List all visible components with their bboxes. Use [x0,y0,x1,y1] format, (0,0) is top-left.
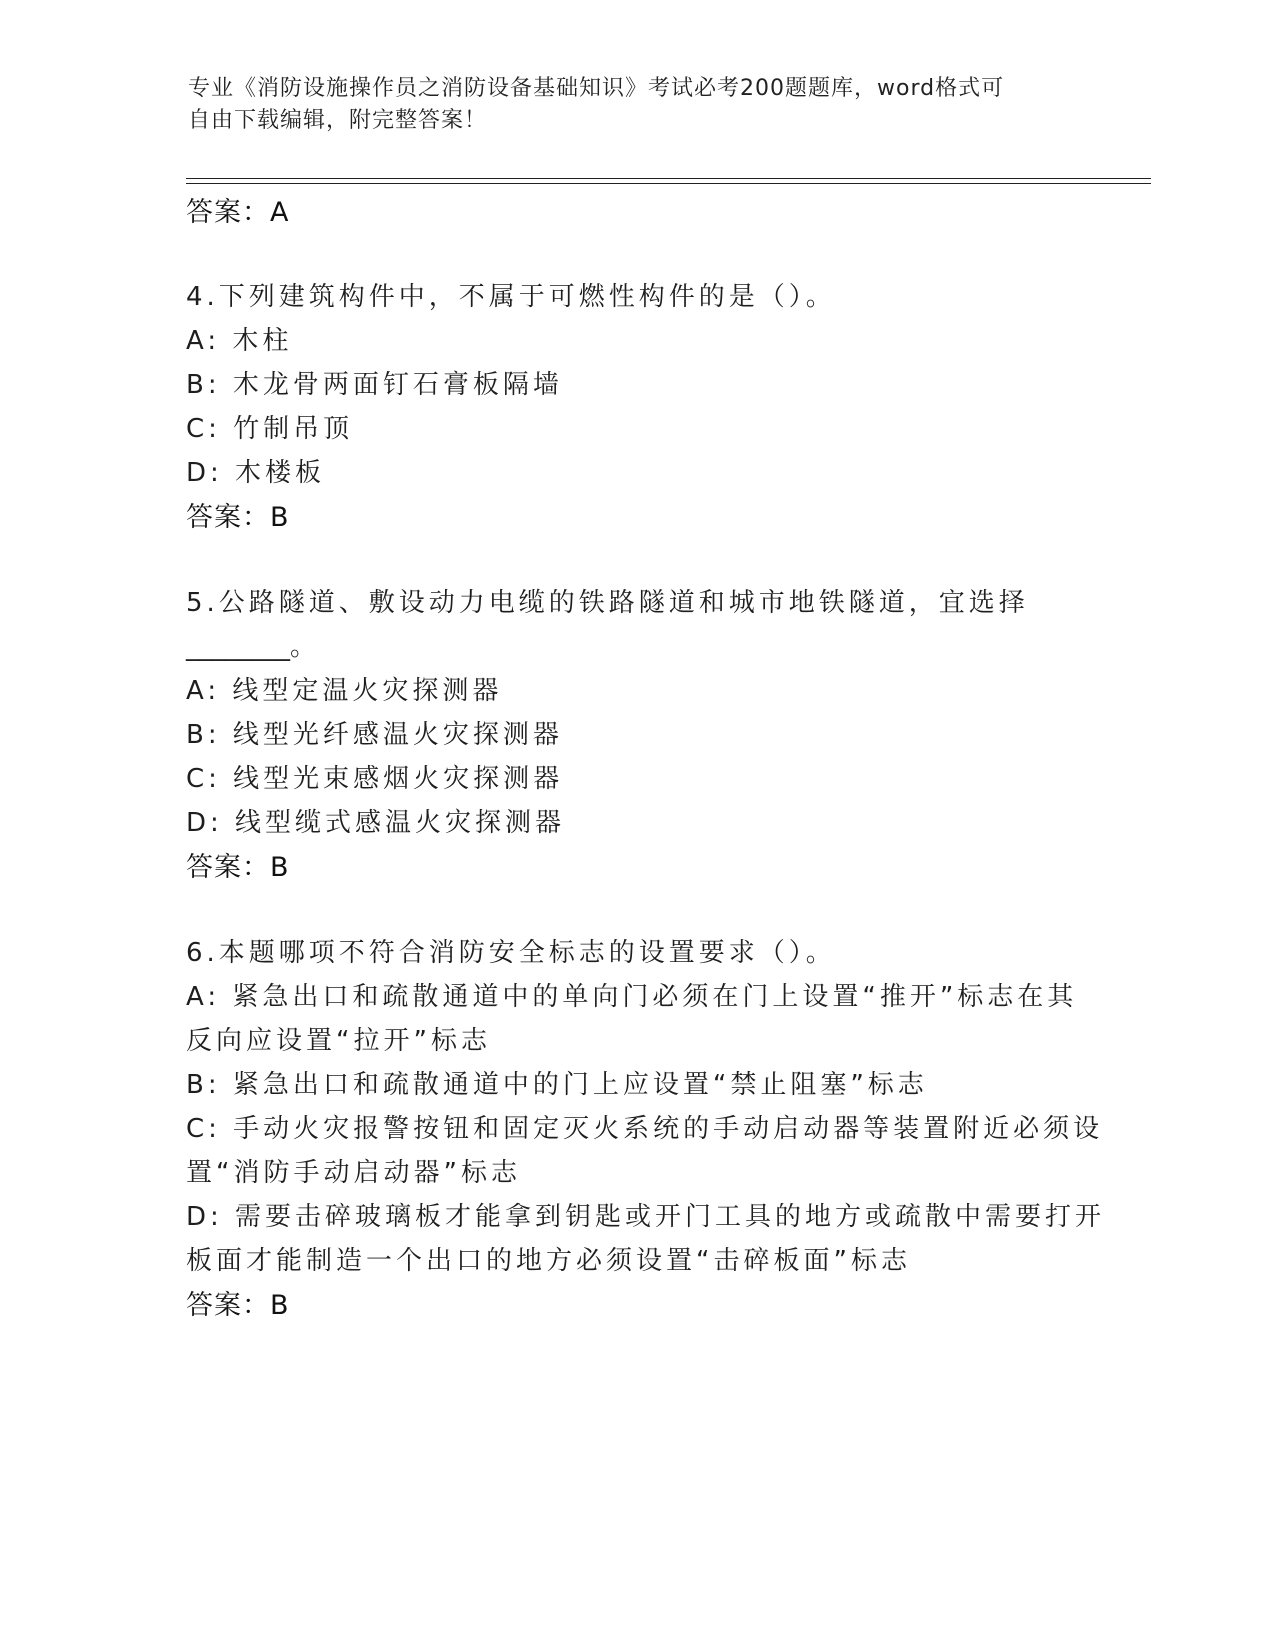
question-6-stem: 6.本题哪项不符合消防安全标志的设置要求（）。 [186,938,836,968]
question-4-stem: 4.下列建筑构件中，不属于可燃性构件的是（）。 [186,282,836,312]
question-5-blank: ________。 [186,632,317,662]
question-5-option-a: A: 线型定温火灾探测器 [186,676,503,706]
question-6-option-a-line-2: 反向应设置“拉开”标志 [186,1026,491,1056]
question-6-option-c-line-1: C: 手动火灾报警按钮和固定灭火系统的手动启动器等装置附近必须设 [186,1114,1104,1144]
question-6-option-d-line-2: 板面才能制造一个出口的地方必须设置“击碎板面”标志 [186,1246,911,1276]
question-4-option-a: A: 木柱 [186,326,293,356]
answer-value: B [270,502,290,533]
question-4-option-c: C: 竹制吊顶 [186,414,354,444]
document-header [188,73,1068,137]
answer-value: B [270,1290,290,1321]
question-6-option-a-line-1: A: 紧急出口和疏散通道中的单向门必须在门上设置“推开”标志在其 [186,982,1078,1012]
question-4-option-b: B: 木龙骨两面钉石膏板隔墙 [186,370,563,400]
answer-label: 答案： [186,852,270,883]
question-5-stem: 5.公路隧道、敷设动力电缆的铁路隧道和城市地铁隧道，宜选择 [186,588,1029,618]
answer-value: A [270,197,290,228]
question-4-option-d: D: 木楼板 [186,458,326,488]
question-5-answer [186,845,290,884]
question-4-answer [186,495,290,534]
answer-label: 答案： [186,197,270,228]
question-5-option-b: B: 线型光纤感温火灾探测器 [186,720,563,750]
header-rule-bottom [186,183,1151,184]
header-line-2: 自由下载编辑，附完整答案！ [188,108,488,133]
answer-label: 答案： [186,1290,270,1321]
question-5-option-d: D: 线型缆式感温火灾探测器 [186,808,566,838]
question-5-option-c: C: 线型光束感烟火灾探测器 [186,764,564,794]
answer-value: B [270,852,290,883]
header-line-1: 专业《消防设施操作员之消防设备基础知识》考试必考200题题库，word格式可 [188,76,1005,101]
question-6-option-b: B: 紧急出口和疏散通道中的门上应设置“禁止阻塞”标志 [186,1070,928,1100]
prev-answer [186,190,289,229]
header-rule-top [186,178,1151,179]
answer-label: 答案： [186,502,270,533]
question-6-answer [186,1283,290,1322]
question-6-option-d-line-1: D: 需要击碎玻璃板才能拿到钥匙或开门工具的地方或疏散中需要打开 [186,1202,1106,1232]
question-6-option-c-line-2: 置“消防手动启动器”标志 [186,1158,521,1188]
